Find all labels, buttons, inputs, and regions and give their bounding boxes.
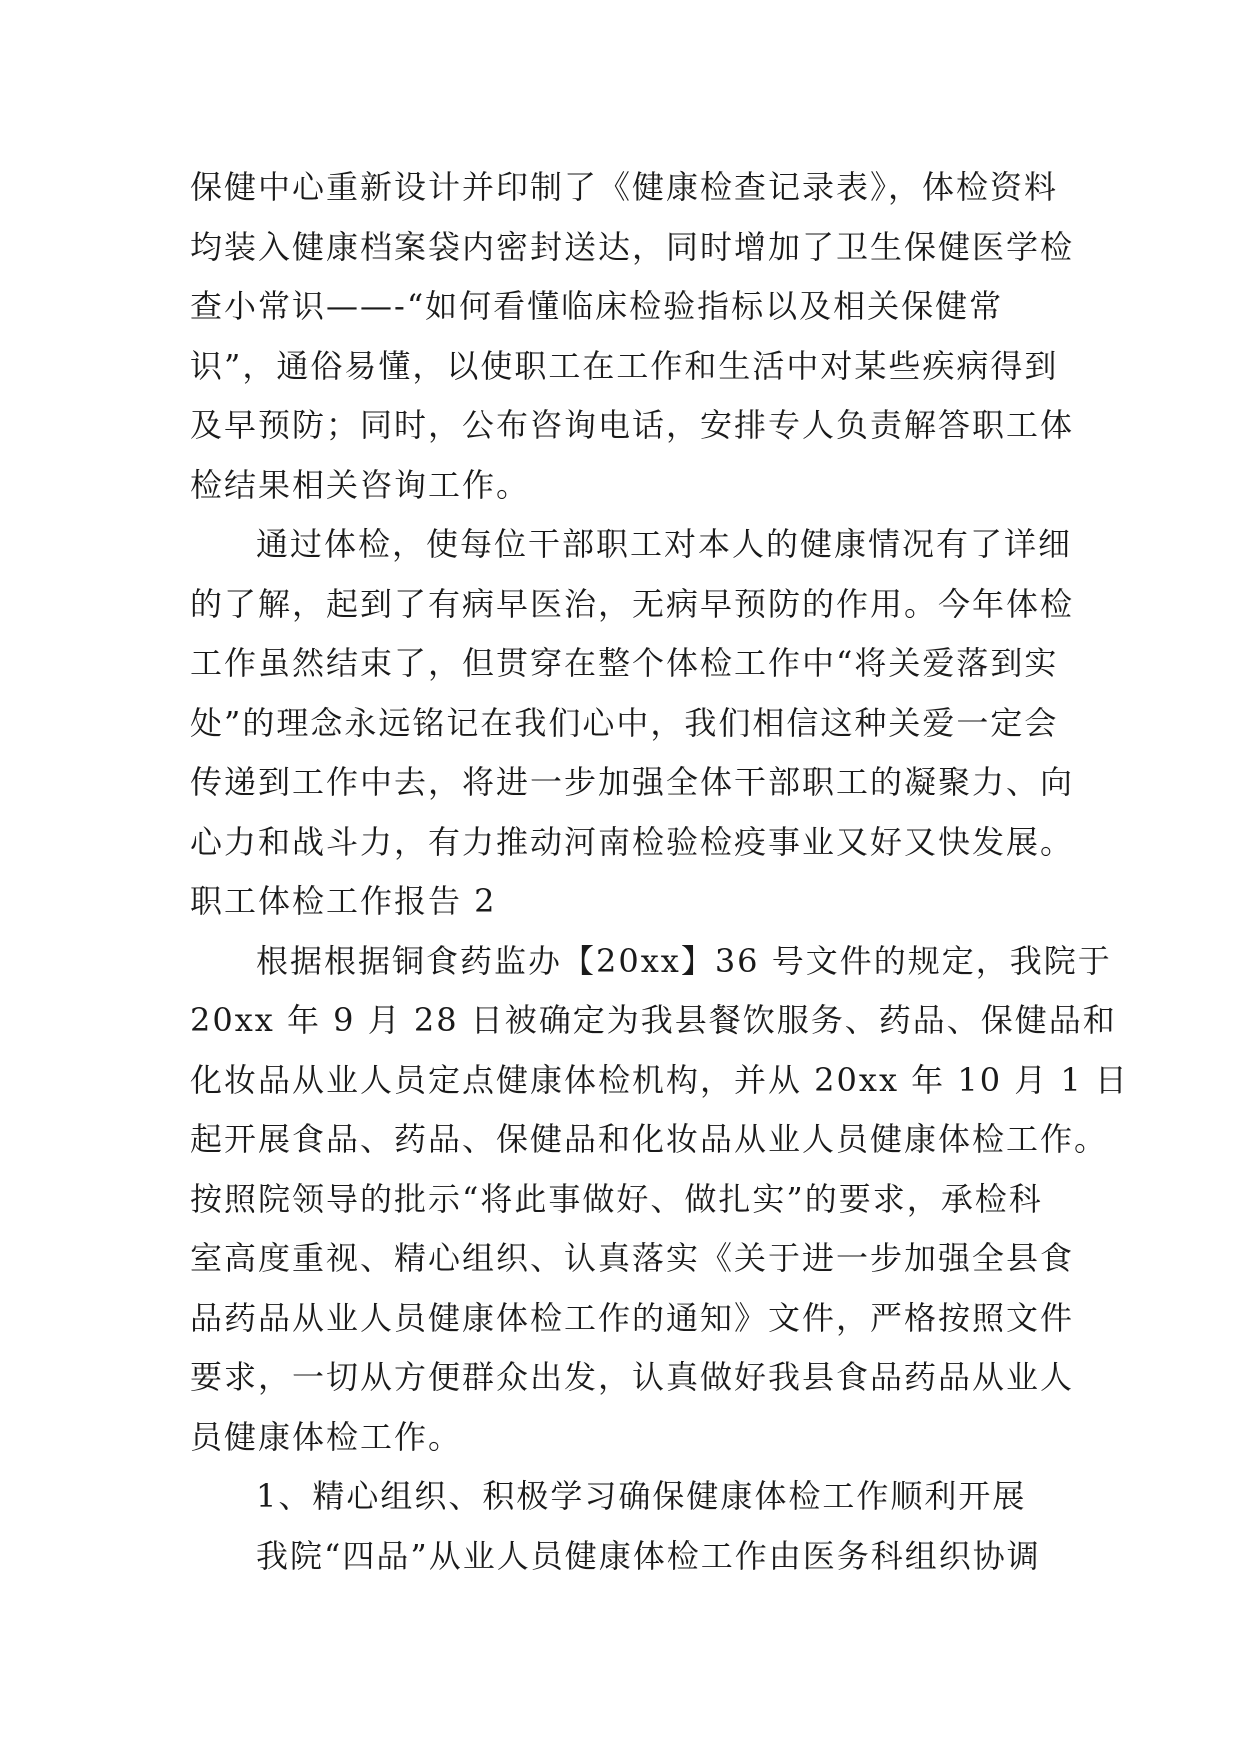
- text-line: 的了解，起到了有病早医治，无病早预防的作用。今年体检: [190, 584, 1075, 623]
- text-line: 20xx 年 9 月 28 日被确定为我县餐饮服务、药品、保健品和: [190, 1001, 1117, 1039]
- section-heading: 职工体检工作报告 2: [190, 882, 497, 920]
- text-line: 处”的理念永远铭记在我们心中，我们相信这种关爱一定会: [190, 703, 1059, 742]
- text-line: 及早预防；同时，公布咨询电话，安排专人负责解答职工体: [190, 406, 1075, 444]
- text-line: 起开展食品、药品、保健品和化妆品从业人员健康体检工作。: [190, 1120, 1109, 1158]
- text-line: 保健中心重新设计并印制了《健康检查记录表》，体检资料: [190, 168, 1059, 206]
- text-line: 心力和战斗力，有力推动河南检验检疫事业又好又快发展。: [190, 822, 1075, 861]
- text-line: 按照院领导的批示“将此事做好、做扎实”的要求，承检科: [190, 1179, 1043, 1218]
- text-line: 化妆品从业人员定点健康体检机构，并从 20xx 年 10 月 1 日: [190, 1060, 1129, 1099]
- paragraph-start-line: 通过体检，使每位干部职工对本人的健康情况有了详细: [256, 525, 1073, 563]
- text-line: 识”，通俗易懂，以使职工在工作和生活中对某些疾病得到: [190, 346, 1059, 385]
- subsection-heading: 1、精心组织、积极学习确保健康体检工作顺利开展: [256, 1477, 1027, 1515]
- text-line: 查小常识——-“如何看懂临床检验指标以及相关保健常: [190, 287, 1004, 325]
- text-line: 品药品从业人员健康体检工作的通知》文件，严格按照文件: [190, 1298, 1075, 1337]
- paragraph-start-line: 我院“四品”从业人员健康体检工作由医务科组织协调: [256, 1536, 1041, 1575]
- text-line: 员健康体检工作。: [190, 1417, 463, 1456]
- document-body: [190, 158, 1129, 1586]
- text-line: 检结果相关咨询工作。: [190, 465, 531, 504]
- text-line: 均装入健康档案袋内密封送达，同时增加了卫生保健医学检: [190, 227, 1075, 266]
- text-line: 工作虽然结束了，但贯穿在整个体检工作中“将关爱落到实: [190, 644, 1059, 682]
- paragraph-start-line: 根据根据铜食药监办【20xx】36 号文件的规定，我院于: [256, 941, 1112, 980]
- text-line: 要求，一切从方便群众出发，认真做好我县食品药品从业人: [190, 1358, 1075, 1396]
- text-line: 室高度重视、精心组织、认真落实《关于进一步加强全县食: [190, 1239, 1075, 1277]
- text-line: 传递到工作中去，将进一步加强全体干部职工的凝聚力、向: [190, 763, 1075, 801]
